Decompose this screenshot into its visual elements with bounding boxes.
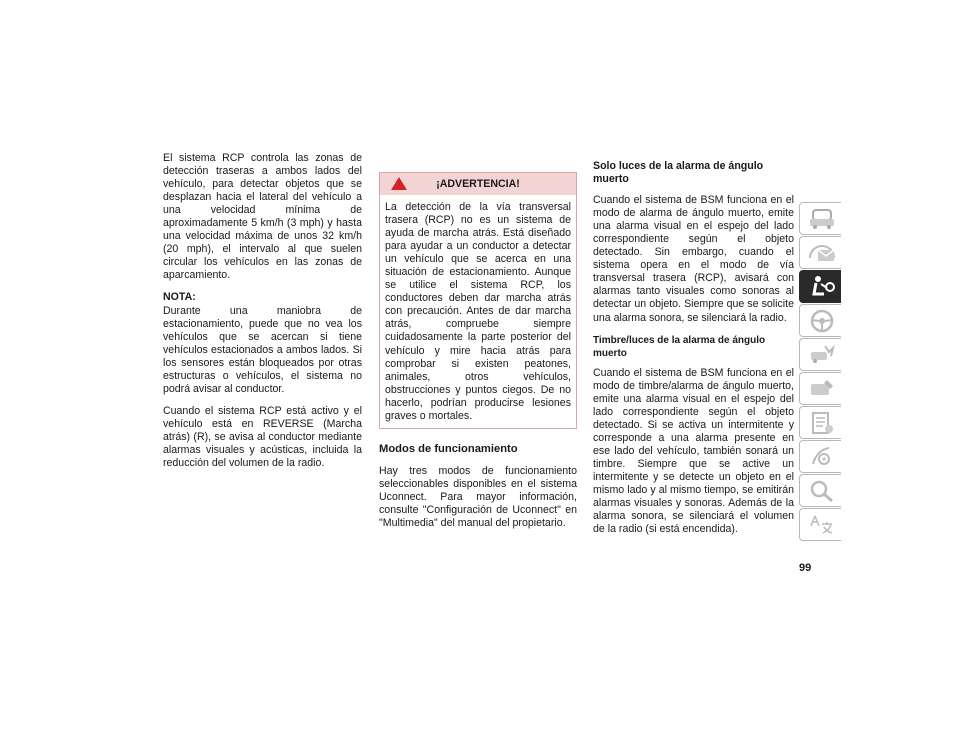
checklist-icon [807,410,837,436]
chapter-tabs [799,202,841,542]
tab-customer-assistance[interactable] [799,474,841,507]
subheading-lights-only: Solo luces de la alarma de ángulo muerto [593,160,764,186]
note-label: NOTA: [163,291,196,304]
column-middle [379,172,577,539]
tab-index[interactable] [799,508,841,541]
seat-airbag-icon [807,274,837,300]
column-right [593,160,794,545]
chime-lights-paragraph: Cuando el sistema de BSM funciona en el modo de timbre/alarma de ángulo muerto, emite una alarma visual en el espejo del lado correspondiente según el objeto detectado. Si se activa un intermitente y corresponde a una alarma presente en ese lado del vehículo, también sonará un timbre. Siempre que se active un intermitente y se detecte un objeto en el mismo lado y al mismo tiempo, se emitirán alarmas visuales y sonoras. Además de la alarma sonora, se silenciará el volumen de la radio (si está encendida). [593,366,794,536]
warning-box [379,172,577,429]
page-number: 99 [799,562,812,574]
warning-triangle-icon [390,176,408,191]
tab-multimedia[interactable] [799,440,841,473]
tab-emergency[interactable] [799,338,841,371]
lights-only-paragraph: Cuando el sistema de BSM funciona en el modo de alarma de ángulo muerto, emite una alarma visual en el espejo del lado correspondiente según el objeto detectado. Sin embargo, cuando el sistema opera en el modo de vía transversal trasera (RCP), avisará con alarmas tanto visuales como sonoras al detectar un objeto. Siempre que se solicite una alarma sonora, se silenciará la radio. [593,194,794,324]
car-info-icon [807,206,837,232]
warning-title: ¡ADVERTENCIA! [436,178,520,190]
media-icon [807,444,837,470]
magnifier-icon [807,478,837,504]
tab-car-info[interactable] [799,202,841,235]
car-crash-icon [807,342,837,368]
tab-safety[interactable] [799,270,841,303]
car-service-icon [807,376,837,402]
section-heading: Modos de funcionamiento [379,442,518,455]
rcp-active-paragraph: Cuando el sistema RCP está activo y el vehículo está en REVERSE (Marcha atrás) (R), se avisa al conductor mediante alarmas visuales y acústicas, incluida la reducción del volumen de la radio. [163,404,362,470]
subheading-chime-lights: Timbre/luces de la alarma de ángulo muerto [593,334,766,359]
note-text: Durante una maniobra de estacionamiento, puede que no vea los vehículos que se acercan si tiene vehículos estacionados a ambos lados. Si los sensores están bloqueados por otras estructuras o vehículos, el sistema no podrá avisar al conductor. [163,304,362,395]
language-index-icon [807,512,837,538]
tab-service[interactable] [799,372,841,405]
note-block [163,291,362,304]
warning-body [380,195,576,428]
warning-text: La detección de la vía transversal trasera (RCP) no es un sistema de ayuda de marcha atrás. Está diseñado para ayudar a un conductor a detectar un vehículo que se acerca en una situación de estacionamiento. Aunque se utilice el sistema RCP, los conductores deben dar marcha atrás con precaución. Antes de dar marcha atrás, compruebe siempre cuidadosamente la parte posterior del vehículo y mire hacia atrás para comprobar si existen peatones, animales, otros vehículos, obstrucciones y puntos ciegos. De no hacerlo, podrían producirse lesiones graves o mortales. [385,201,571,422]
steering-wheel-icon [807,308,837,334]
tab-driving[interactable] [799,304,841,337]
modes-paragraph: Hay tres modos de funcionamiento seleccionables disponibles en el sistema Uconnect. Para mayor información, consulte "Configuración de Uconnect" en "Multimedia" del manual del propietario. [379,464,577,530]
column-left [163,152,362,479]
warning-header [380,173,576,195]
tab-specifications[interactable] [799,406,841,439]
dashboard-mail-icon [807,240,837,266]
tab-dashboard[interactable] [799,236,841,269]
intro-paragraph: El sistema RCP controla las zonas de detección traseras a ambos lados del vehículo, para detectar objetos que se desplazan hacia el lateral del vehículo a una velocidad mínima de aproximadamente 5 km/h (3 mph) y hasta una velocidad máxima de unos 32 km/h (20 mph), el intervalo al que suelen circular los vehículos en las zonas de aparcamiento. [163,152,362,282]
